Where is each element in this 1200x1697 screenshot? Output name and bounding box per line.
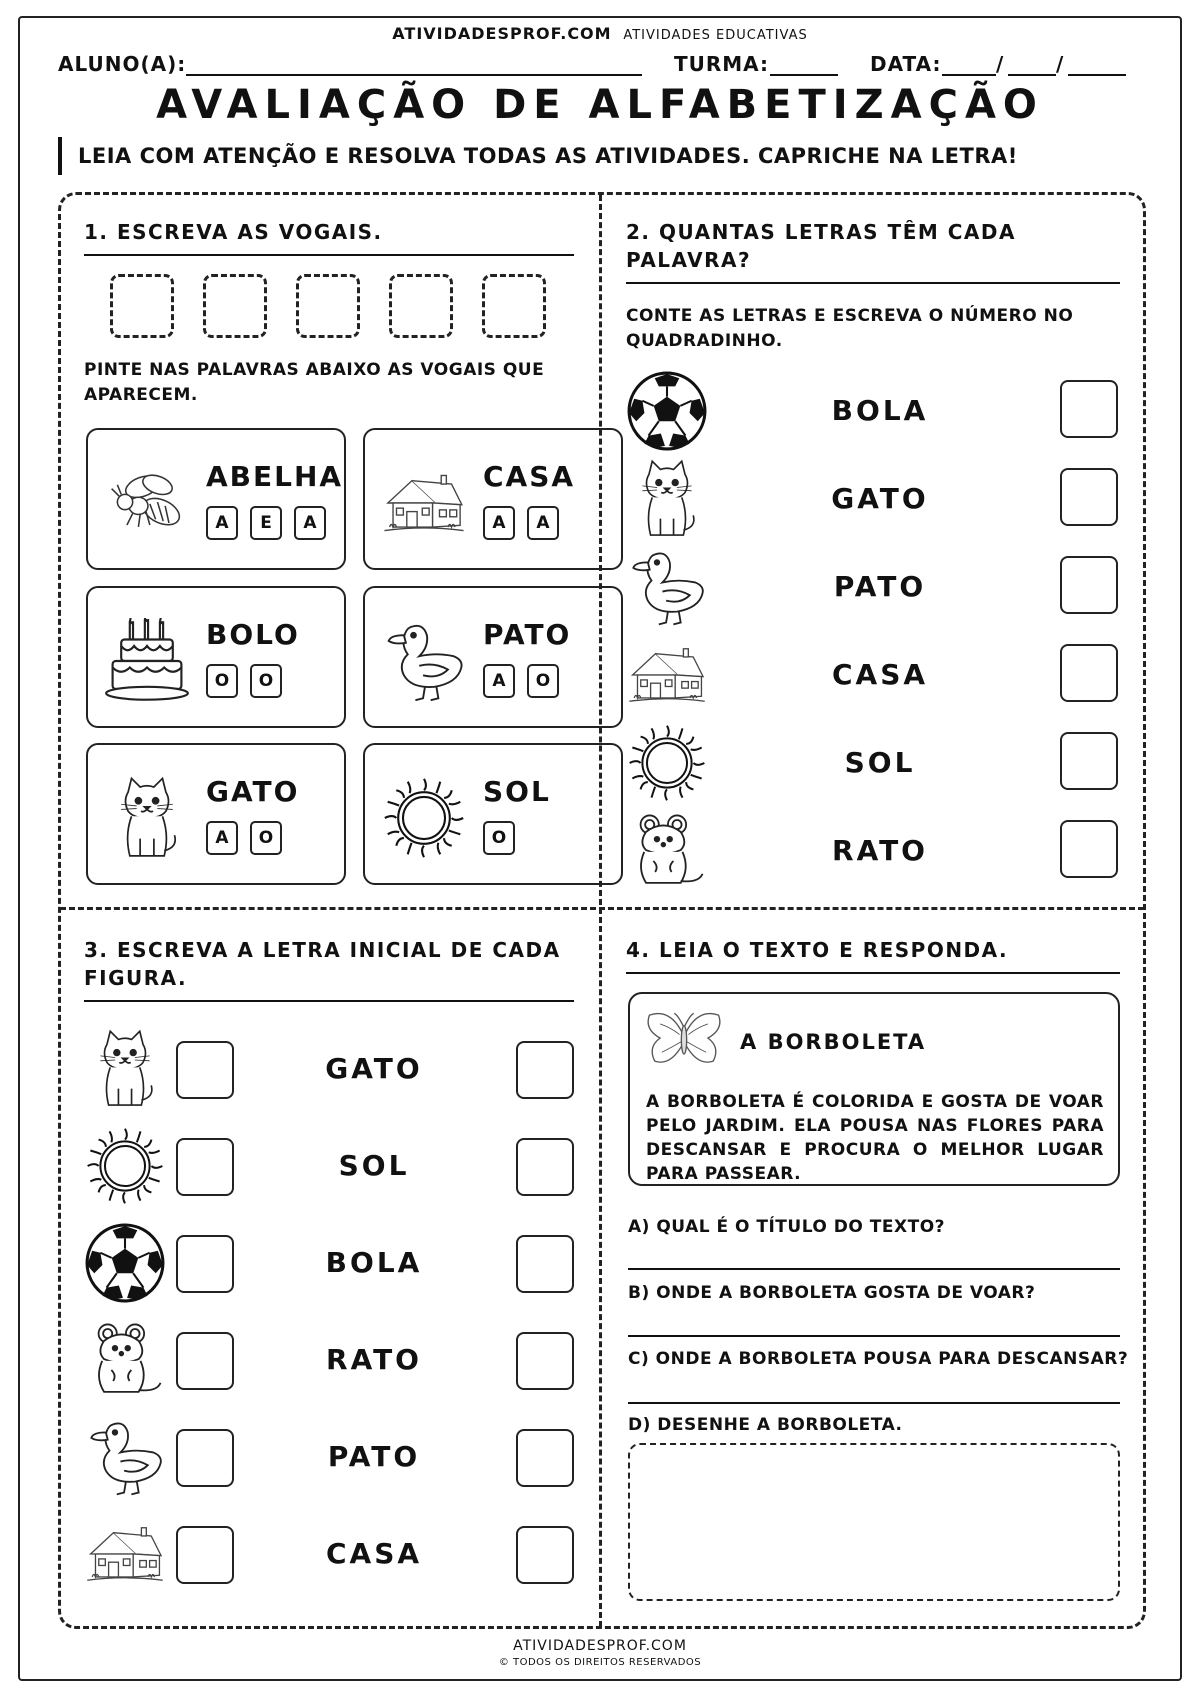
mouse-icon — [626, 810, 708, 892]
vowel-card-word: BOLO — [206, 618, 300, 651]
sun-icon — [84, 1125, 166, 1207]
vowel-card — [86, 586, 346, 728]
initial-word: SOL — [338, 1149, 410, 1182]
sun-icon — [381, 775, 467, 861]
page-title: AVALIAÇÃO DE ALFABETIZAÇÃO — [156, 82, 1044, 128]
letter-count-box[interactable] — [1060, 380, 1118, 438]
mouse-icon — [84, 1319, 166, 1401]
initial-letter-box[interactable] — [176, 1235, 234, 1293]
vertical-divider — [599, 195, 602, 1627]
vowel-card-word: GATO — [206, 775, 300, 808]
cat-icon — [84, 1028, 166, 1110]
q1-subtitle: PINTE NAS PALAVRAS ABAIXO AS VOGAIS QUE APARECEM. — [84, 360, 545, 405]
q3-title-line2: FIGURA. — [84, 966, 188, 990]
count-word: BOLA — [831, 394, 929, 427]
cat-icon — [104, 775, 190, 861]
letter-count-box[interactable] — [1060, 644, 1118, 702]
answer-line-b[interactable] — [628, 1335, 1120, 1337]
site-name: ATIVIDADESPROF.COM — [392, 24, 612, 43]
data-month-field[interactable] — [1008, 74, 1056, 76]
aluno-field[interactable] — [186, 74, 642, 76]
ball-icon — [626, 370, 708, 452]
vowel-card-word: ABELHA — [206, 460, 344, 493]
initial-word: PATO — [327, 1440, 421, 1473]
vowel-chip[interactable]: O — [250, 664, 282, 698]
data-year-field[interactable] — [1068, 74, 1126, 76]
date-separator-2: / — [1056, 52, 1065, 76]
data-label: DATA: — [870, 52, 942, 76]
q4-rule — [626, 972, 1120, 974]
initial-letter-box[interactable] — [176, 1429, 234, 1487]
duck-icon — [626, 546, 708, 628]
student-info-line — [58, 52, 1148, 78]
vowel-chip[interactable]: A — [294, 506, 326, 540]
q1-rule — [84, 254, 574, 256]
count-word: RATO — [832, 834, 928, 867]
reading-text-body: A BORBOLETA É COLORIDA E GOSTA DE VOAR PELO JARDIM. ELA POUSA NAS FLORES PARA DESCANSAR E PROCURA O MELHOR LUGAR PARA PASSEAR. — [646, 1092, 1104, 1184]
question-d: D) DESENHE A BORBOLETA. — [628, 1415, 903, 1435]
q2-instruction-line1: CONTE AS LETRAS E ESCREVA O NÚMERO NO — [626, 306, 1074, 326]
house-icon — [84, 1513, 166, 1595]
initial-letter-box[interactable] — [176, 1041, 234, 1099]
instruction-banner: LEIA COM ATENÇÃO E RESOLVA TODAS AS ATIVIDADES. CAPRICHE NA LETRA! — [58, 137, 1018, 175]
vowel-chip[interactable]: A — [527, 506, 559, 540]
q2-rule — [626, 282, 1120, 284]
house-icon — [626, 634, 708, 716]
count-word: PATO — [833, 570, 927, 603]
vowel-card — [363, 586, 623, 728]
answer-line-c[interactable] — [628, 1402, 1120, 1404]
duck-icon — [84, 1416, 166, 1498]
count-word: GATO — [831, 482, 929, 515]
reading-text-box — [628, 992, 1120, 1186]
answer-box[interactable] — [516, 1332, 574, 1390]
butterfly-icon — [644, 1008, 724, 1070]
bee-icon — [104, 460, 190, 546]
count-word: CASA — [831, 658, 929, 691]
initial-letter-box[interactable] — [176, 1138, 234, 1196]
question-c: C) ONDE A BORBOLETA POUSA PARA DESCANSAR? — [628, 1349, 1129, 1369]
vowel-box-1[interactable] — [110, 274, 174, 338]
answer-box[interactable] — [516, 1041, 574, 1099]
question-a: A) QUAL É O TÍTULO DO TEXTO? — [628, 1217, 946, 1237]
vowel-chip[interactable]: A — [483, 664, 515, 698]
vowel-card — [86, 428, 346, 570]
sun-icon — [626, 722, 708, 804]
site-subtitle: ATIVIDADES EDUCATIVAS — [623, 28, 808, 43]
answer-box[interactable] — [516, 1138, 574, 1196]
q2-title-line1: 2. QUANTAS LETRAS TÊM CADA — [626, 220, 1016, 244]
question-b: B) ONDE A BORBOLETA GOSTA DE VOAR? — [628, 1283, 1036, 1303]
q3-title-line1: 3. ESCREVA A LETRA INICIAL DE CADA — [84, 938, 561, 962]
reading-text-title: A BORBOLETA — [740, 1030, 927, 1054]
vowel-card — [86, 743, 346, 885]
letter-count-box[interactable] — [1060, 820, 1118, 878]
data-day-field[interactable] — [942, 74, 996, 76]
answer-box[interactable] — [516, 1235, 574, 1293]
vowel-card-word: SOL — [483, 775, 551, 808]
aluno-label: ALUNO(A): — [58, 52, 187, 76]
vowel-chip[interactable]: A — [483, 506, 515, 540]
vowel-chip[interactable]: O — [527, 664, 559, 698]
vowel-card-word: CASA — [483, 460, 576, 493]
vowel-chip[interactable]: A — [206, 506, 238, 540]
cat-icon — [626, 458, 708, 540]
initial-word: RATO — [326, 1343, 422, 1376]
letter-count-box[interactable] — [1060, 732, 1118, 790]
vowel-chip[interactable]: O — [206, 664, 238, 698]
cake-icon — [104, 618, 190, 704]
q2-title-line2: PALAVRA? — [626, 248, 752, 272]
answer-box[interactable] — [516, 1526, 574, 1584]
turma-field[interactable] — [770, 74, 838, 76]
initial-word: GATO — [325, 1052, 423, 1085]
drawing-area[interactable] — [628, 1443, 1120, 1601]
letter-count-box[interactable] — [1060, 468, 1118, 526]
q2-instruction-line2: QUADRADINHO. — [626, 331, 783, 351]
house-icon — [381, 460, 467, 546]
letter-count-box[interactable] — [1060, 556, 1118, 614]
footer — [0, 1638, 1200, 1668]
duck-icon — [381, 618, 467, 704]
vowel-card-word: PATO — [483, 618, 572, 651]
turma-label: TURMA: — [674, 52, 770, 76]
q3-rule — [84, 1000, 574, 1002]
date-separator-1: / — [996, 52, 1005, 76]
horizontal-divider — [60, 907, 1144, 910]
vowel-chip[interactable]: A — [206, 821, 238, 855]
q4-title: 4. LEIA O TEXTO E RESPONDA. — [626, 938, 1009, 962]
answer-line-a[interactable] — [628, 1268, 1120, 1270]
initial-word: CASA — [325, 1537, 423, 1570]
answer-box[interactable] — [516, 1429, 574, 1487]
q1-title: 1. ESCREVA AS VOGAIS. — [84, 220, 383, 244]
initial-word: BOLA — [325, 1246, 423, 1279]
vowel-card — [363, 743, 623, 885]
vowel-card — [363, 428, 623, 570]
footer-copyright: © TODOS OS DIREITOS RESERVADOS — [498, 1657, 702, 1668]
vowel-box-4[interactable] — [389, 274, 453, 338]
vowel-chip[interactable]: E — [250, 506, 282, 540]
vowel-box-3[interactable] — [296, 274, 360, 338]
ball-icon — [84, 1222, 166, 1304]
footer-site: ATIVIDADESPROF.COM — [513, 1638, 687, 1654]
initial-letter-box[interactable] — [176, 1332, 234, 1390]
initial-letter-box[interactable] — [176, 1526, 234, 1584]
vowel-chip[interactable]: O — [483, 821, 515, 855]
count-word: SOL — [844, 746, 916, 779]
site-header — [0, 24, 1200, 43]
vowel-chip[interactable]: O — [250, 821, 282, 855]
vowel-box-2[interactable] — [203, 274, 267, 338]
vowel-box-5[interactable] — [482, 274, 546, 338]
